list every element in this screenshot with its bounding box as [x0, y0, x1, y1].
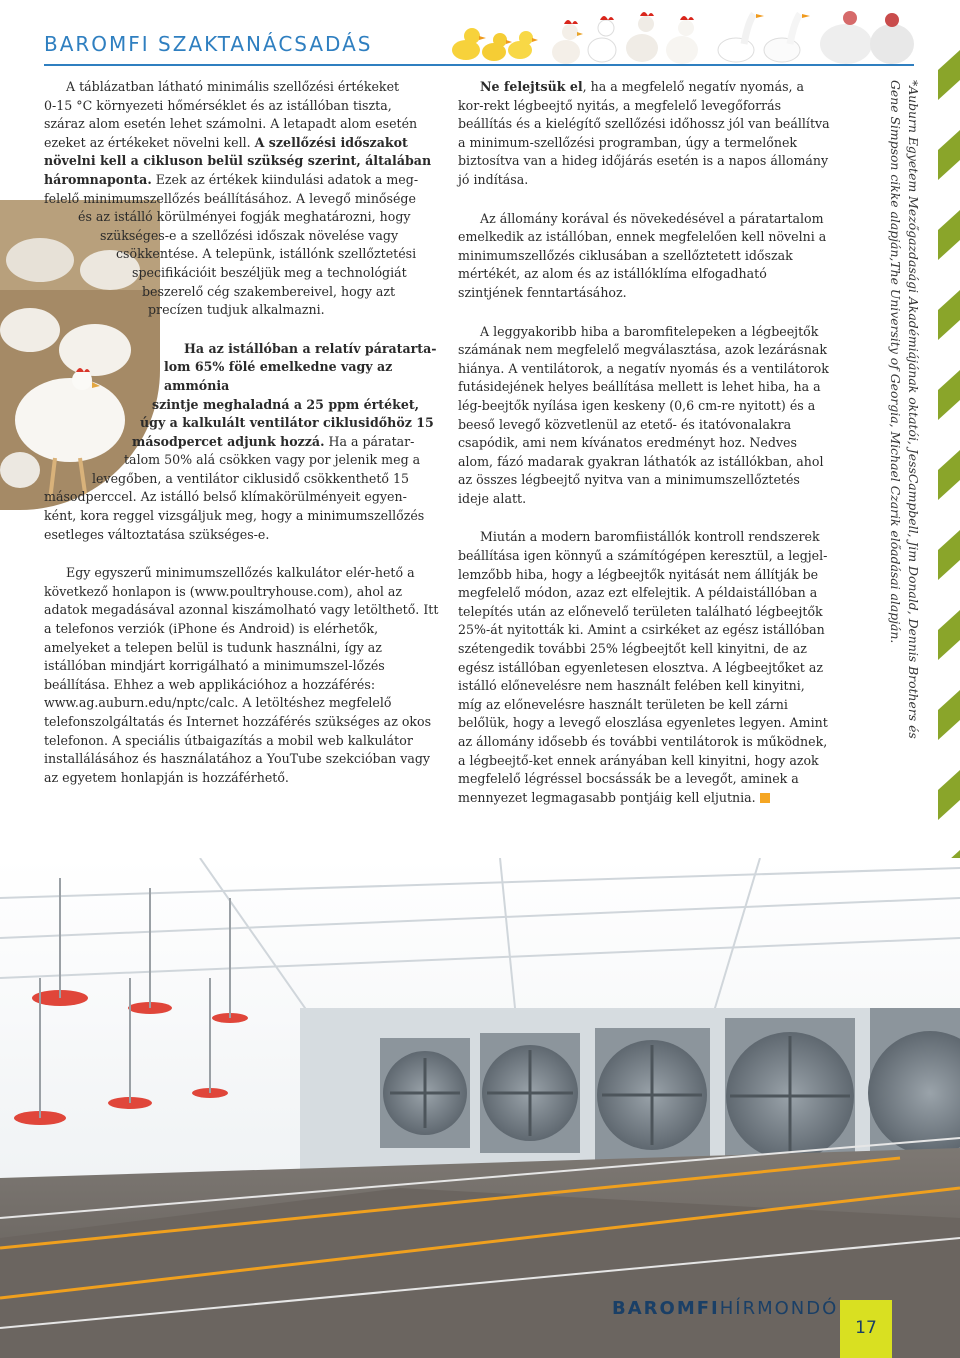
- end-of-article-marker: [760, 793, 770, 803]
- bold-text: szintje meghaladná a 25 ppm értéket,: [152, 396, 420, 412]
- text-line: szükséges-e a szellőzési időszak növelése vagy: [100, 227, 399, 243]
- paragraph-control-systems: [458, 528, 830, 807]
- text-line: száraz alom esetén lehet számolni. A letapadt alom esetén: [44, 116, 418, 132]
- brand-light: HÍRMONDÓ: [719, 1298, 839, 1319]
- paragraph-minimum-ventilation: [44, 78, 444, 320]
- text-line: A telepünk, istállónk szellőztetési: [198, 246, 417, 262]
- bold-text: Ne felejtsük el: [480, 79, 583, 94]
- paragraph-negative-pressure: [458, 78, 830, 190]
- attribution-vertical: [846, 80, 926, 750]
- text-line: A táblázatban látható minimális szellőzési értékeket: [66, 79, 400, 94]
- bold-text: úgy a kalkulált ventilátor ciklusidőhöz 15: [140, 415, 434, 431]
- text-line: , ha a megfelelő negatív nyomás, a kor-rekt légbeejtő nyitás, a megfelelő levegőforrás beállítás és a kielégítő szellőzési időhossz jól van beállítva a minimum-szellőzési programban, úgy a termelőnek biztosítva van a hideg időjárás esetén is a napos állomány jó indítása.: [458, 79, 830, 187]
- text-line: csökkentése.: [116, 246, 199, 262]
- text-line: Ezek az értékek kiindulási adatok a meg-: [151, 171, 419, 187]
- bold-text: növelni kell a cikluson belül szükség szerint, általában: [44, 153, 432, 169]
- poultry-header-illustration: [446, 4, 916, 66]
- text-line: levegőben, a ventilátor ciklusidő csökkenthető 15: [92, 470, 410, 486]
- text-line: precízen tudjuk alkalmazni.: [148, 302, 325, 318]
- text-line: ezeket az értékeket növelni kell.: [44, 134, 251, 150]
- brand-bold: BAROMFI: [612, 1298, 720, 1319]
- publication-brand: [612, 1298, 838, 1319]
- text-line: A levegő minősége: [292, 190, 416, 206]
- text-line: specifikációit beszéljük meg a technológiát: [132, 264, 407, 280]
- page-number: 17: [855, 1318, 877, 1338]
- text-line: felelő minimumszellőzés beállításához.: [44, 190, 293, 206]
- paragraph-common-errors: A leggyakoribb hiba a baromfitelepeken a légbeejtők számának nem megfelelő megválasztása, azok lezárásnak hiánya. A ventilátorok, a negatív nyomás és a ventilátorok futásidejének helyes beállítása mellett is lehet hiba, ha a lég-beejtők nyílása igen keskeny (0,6 cm-re nyitott) és a beeső levegő közvetlenül az etető- és itatóvonalakra csapódik, ami nem kívánatos eredményt hoz. Nedves alom, fázó madarak gyakran láthatók az istállókban, ahol az összes légbeejtő nyitva van a minimumszellőztetés ideje alatt.: [458, 323, 829, 506]
- text-line: Miután a modern baromfiistállók kontroll rendszerek beállítása igen könnyű a számítógépen keresztül, a legjel-lemzőbb hiba, hogy a légbeejtők nyitását nem állítják be megfelelő módon, azaz ezt elfelejtik. A példaistállóban a telepítés után az előnevelő területen található légbeejtők 25%-át nyitották ki. Amint a csirkéket az egész istállóban szétengedik további 25% légbeejtőt kell kinyitni, de az egész istállóban egyenletesen elosztva. A légbeejtőket az istálló előnevelésre nem használt felében kell kinyitni, míg az előnevelésre használt területen be kell zárni belőlük, hogy a levegő eloszlása egyenletes legyen. Amint az állomány idősebb és további ventilátorok is működnek, a légbeejtő-ket ennek arányában kell kinyitni, hogy azok megfelelő légréssel bocsássák be a levegőt, aminek a mennyezet legmagasabb pontjáig kell eljutnia.: [458, 529, 828, 805]
- paragraph-calculator: Egy egyszerű minimumszellőzés kalkulátor elér-hető a következő honlapon is (www.poultryhouse.com), ahol az adatok megadásával azonnal kiszámolható vagy letölthető. Itt a telefonos verziók (iPhone és Android) is elérhetők, amelyeket a telepen belül is tudunk használni, így az istállóban mindjárt korrigálható a minimumszel-lőzés beállítása. Ehhez a web applikációhoz a hozzáférés: www.ag.auburn.edu/nptc/calc. A letöltéshez megfelelő telefonszolgáltatás és Internet hozzáférés szükséges az okos telefonon. A speciális útbaigazítás a mobil web kalkulátor installálásához és használatához a YouTube szekcióban vagy az egyetem honlapján is hozzáférhető.: [44, 565, 439, 785]
- paragraph-humidity-growth: Az állomány korával és növekedésével a páratartalom emelkedik az istállóban, ennek megfelelően kell növelni a minimumszellőzés ciklusában a szellőztetett időszak mértékét, az alom és az istállóklíma elfogadható szintjének fenntartásához.: [458, 210, 827, 300]
- text-line: Ha a páratar-: [324, 433, 415, 449]
- bold-text: Ha az istállóban a relatív páratarta-: [184, 340, 437, 356]
- decorative-stripes: [938, 0, 960, 940]
- left-column: [44, 78, 444, 807]
- poultry-house-fans-photo: [0, 858, 960, 1358]
- text-line: esetleges változtatása szükséges-e.: [44, 526, 270, 542]
- attribution-text: *Auburn Egyetem Mezőgazdasági Akadémiájának oktatói, JessCampbell, Jim Donald, Dennis Brothers és Gene Simpson cikke alapján,The University of Georgia, Michael Czarik előadásai alapján.: [888, 80, 921, 739]
- text-line: másodperccel. Az istálló belső klímakörülményeit egyen-: [44, 489, 407, 505]
- text-line: 0-15 °C környezeti hőmérséklet és az istállóban tiszta,: [44, 97, 392, 113]
- right-column: [458, 78, 830, 827]
- text-line: ként, kora reggel vizsgáljuk meg, hogy a minimumszellőzés: [44, 508, 425, 524]
- bold-text: A szellőzési időszakot: [254, 134, 408, 150]
- paragraph-humidity-ammonia: [44, 340, 444, 545]
- bold-text: háromnaponta.: [44, 171, 152, 187]
- bold-text: másodpercet adjunk hozzá.: [132, 433, 325, 449]
- text-line: talom 50% alá csökken vagy por jelenik meg a: [124, 452, 421, 468]
- bold-text: lom 65% fölé emelkedne vagy az ammónia: [164, 359, 393, 393]
- text-line: és az istálló körülményei fogják meghatározni, hogy: [78, 209, 411, 225]
- section-title: BAROMFI SZAKTANÁCSADÁS: [44, 32, 373, 56]
- text-line: beszerelő cég szakembereivel, hogy azt: [142, 283, 396, 299]
